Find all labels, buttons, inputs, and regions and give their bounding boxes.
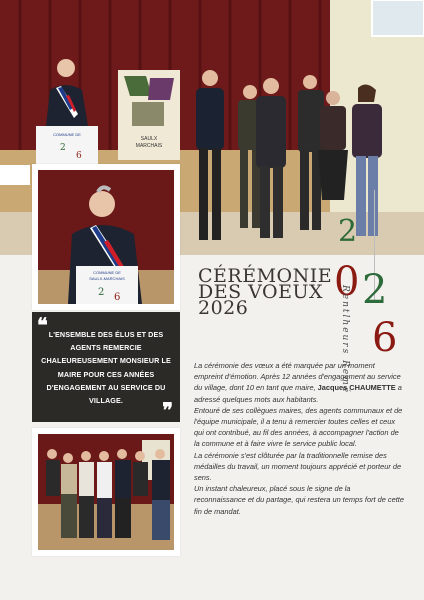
medal-group-photo [38,434,174,550]
paragraph-1: La cérémonie des vœux a été marquée par un moment empreint d'émotion. Après 12 années d'engagement au service du village, dont 10 en tant que maire, Jacques CHAUMETTE a adressé quelques mots aux habitants. [194,361,402,404]
paragraph-3: La cérémonie s'est clôturée par la traditionnelle remise des médailles du travail, un moment toujours apprécié et porteur de sens. [194,450,402,483]
year-digit-6: 6 [372,315,398,361]
title-line-1: CÉRÉMONIE [198,265,333,287]
mayor-portrait-photo [38,170,174,304]
svg-text:2: 2 [60,143,66,153]
quote-box [32,312,180,422]
handwritten-signature: Rentlheurs Remé [340,285,350,395]
svg-text:MARCHAIS: MARCHAIS [135,143,163,149]
group-photo-frame [32,428,180,556]
svg-text:COMMUNE DE: COMMUNE DE [53,132,81,137]
title-line-2: DES VOEUX [198,281,324,303]
article-body [194,360,404,517]
title-line-3: 2026 [198,297,249,319]
quote-text: L'ENSEMBLE DES ÉLUS ET DES AGENTS REMERCIE CHALEUREUSEMENT MONSIEUR LE MAIRE POUR CES ANNÉES D'ENGAGEMENT AU SERVICE DU VILLAGE. [41,330,171,406]
year-digit-2: 2 [362,267,388,313]
svg-text:6: 6 [76,151,82,161]
paragraph-4: Un instant chaleureux, placé sous le signe de la reconnaissance et du partage, qui restera un temps fort de cette fin de mandat. [194,484,404,516]
open-quote-icon: ❝ [37,313,48,337]
paragraph-2: Entouré de ses collègues maires, des agents communaux et de l'équipe municipale, il a tenu à remercier toutes celles et ceux qui ont contribué, au fil des années, à accompagner l'action de la commune et à faire vivre le service public local. [194,405,403,449]
mayor-name: Jacques CHAUMETTE [317,383,396,393]
svg-text:SAULX: SAULX [140,136,158,142]
svg-text:2: 2 [98,287,105,298]
svg-text:6: 6 [114,292,121,303]
page-title [198,265,338,319]
close-quote-icon: ❞ [162,398,173,422]
mayor-photo-frame [32,164,180,310]
year-digit-0: 0 [334,259,360,305]
svg-text:SAULX-MARCHAIS: SAULX-MARCHAIS [89,276,125,281]
year-digit-2-top: 2 [338,214,358,249]
svg-text:COMMUNE DE: COMMUNE DE [93,270,121,275]
